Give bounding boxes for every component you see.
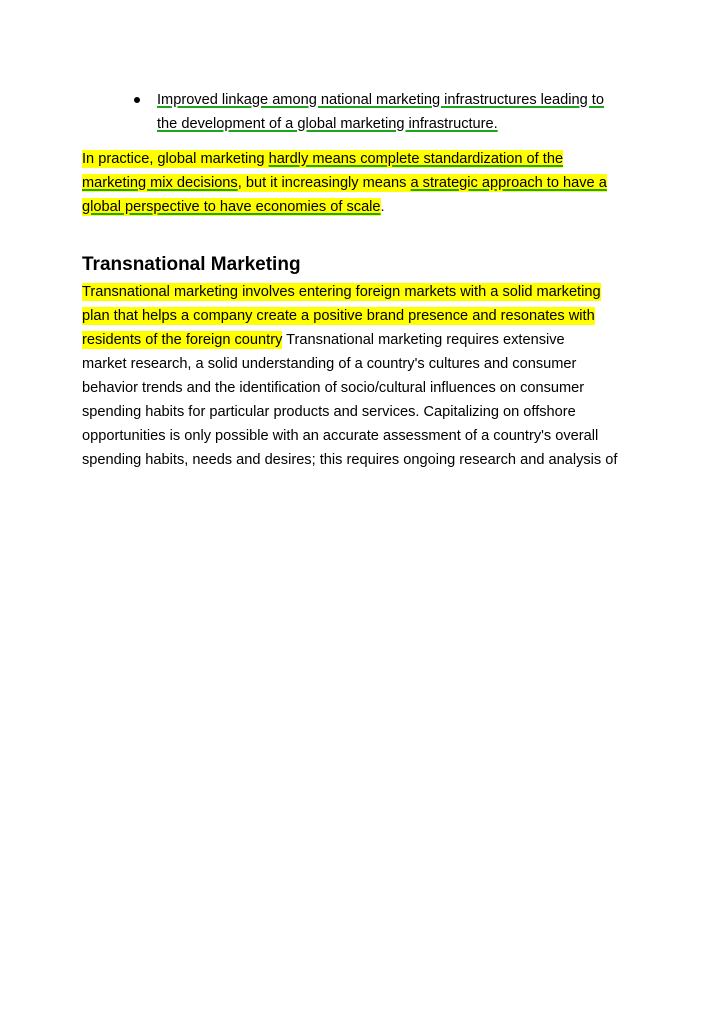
text-line: spending habits for particular products and services. Capitalizing on offshore bbox=[82, 404, 576, 420]
text-span: , but it increasingly means bbox=[237, 175, 411, 191]
text-span: . bbox=[380, 199, 385, 215]
highlighted-span: residents of the foreign country bbox=[82, 332, 283, 348]
text-span: In practice, global marketing bbox=[82, 151, 269, 167]
highlighted-underlined-span: global perspective to have economies of scale bbox=[82, 199, 381, 215]
text-line: behavior trends and the identification of socio/cultural influences on consumer bbox=[82, 380, 585, 396]
paragraph-global-marketing bbox=[82, 146, 662, 218]
section-heading: Transnational Marketing bbox=[82, 254, 301, 275]
bullet-line-1: Improved linkage among national marketing infrastructures leading to bbox=[157, 92, 604, 108]
text-line: spending habits, needs and desires; this requires ongoing research and analysis of bbox=[82, 452, 618, 468]
bullet-icon bbox=[134, 97, 140, 103]
text-span: Transnational marketing requires extensive bbox=[282, 332, 565, 348]
highlighted-underlined-span: marketing mix decisions bbox=[82, 175, 238, 191]
text-line: opportunities is only possible with an accurate assessment of a country's overall bbox=[82, 428, 599, 444]
highlighted-underlined-span: a strategic approach to have a bbox=[410, 175, 607, 191]
bullet-line-2: the development of a global marketing infrastructure. bbox=[157, 116, 498, 132]
text-line: market research, a solid understanding of a country's cultures and consumer bbox=[82, 356, 577, 372]
highlighted-underlined-span: hardly means complete standardization of the bbox=[268, 151, 564, 167]
bullet-text bbox=[157, 88, 662, 136]
paragraph-transnational-marketing bbox=[82, 280, 662, 472]
highlighted-span: Transnational marketing involves entering foreign markets with a solid marketing bbox=[82, 284, 601, 300]
highlighted-span: plan that helps a company create a positive brand presence and resonates with bbox=[82, 308, 595, 324]
